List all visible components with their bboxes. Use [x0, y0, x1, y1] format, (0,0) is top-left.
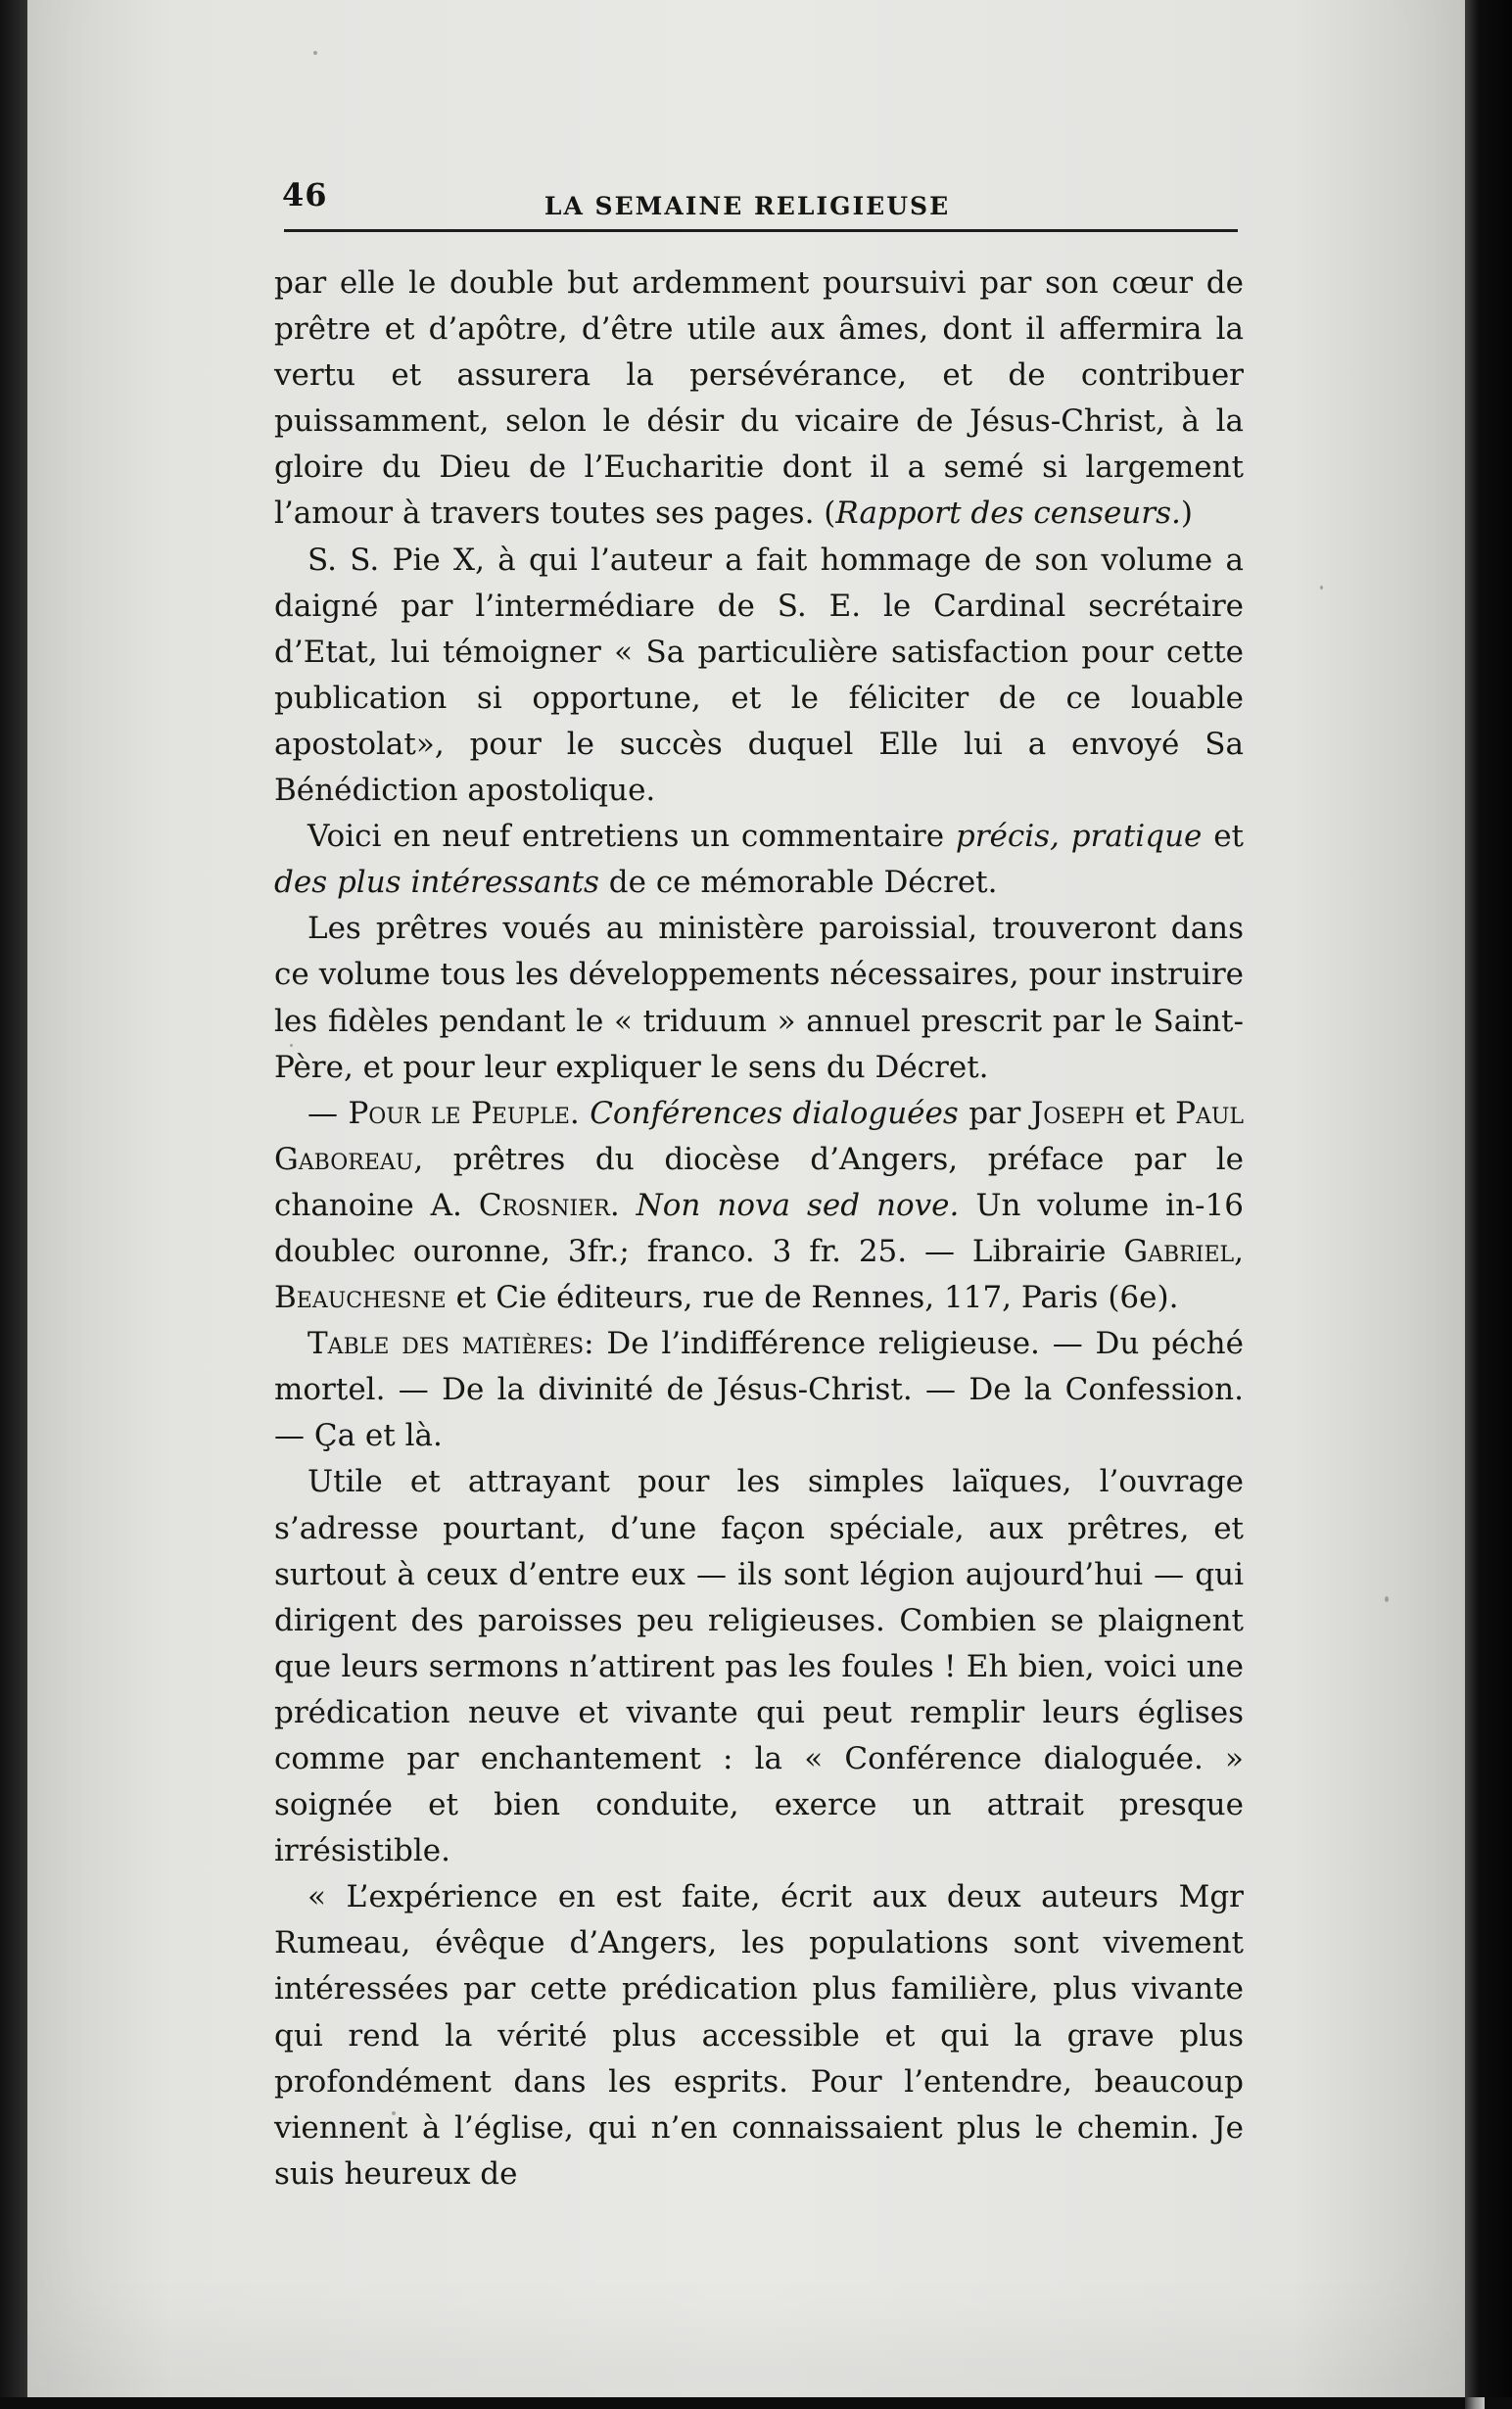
- paragraph-7: Utile et attrayant pour les simples laïques, l’ouvrage s’adresse pourtant, d’une façon spéciale, aux prêtres, et surtout à ceux d’entre eux — ils sont légion aujourd’hui — qui dirigent des paroisses peu religieuses. Combien se plaignent que leurs sermons n’attirent pas les foules ! Eh bien, voici une prédication neuve et vivante qui peut remplir leurs églises comme par enchantement : la « Conférence dialoguée. » soignée et bien conduite, exerce un attrait presque irrésistible.: [274, 1464, 1244, 1869]
- running-title: LA SEMAINE RELIGIEUSE: [543, 192, 951, 220]
- dust-speck: [1320, 586, 1323, 590]
- paragraph-1: par elle le double but ardemment poursuivi par son cœur de prêtre et d’apôtre, d’être utile aux âmes, dont il affermira la vertu et assurera la persévérance, et de contribuer puissamment, selon le désir du vicaire de Jésus-Christ, à la gloire du Dieu de l’Eucharitie dont il a semé si largement l’amour à travers toutes ses pages. (Rapport des censeurs.): [274, 265, 1244, 532]
- body-text: [274, 260, 1244, 2197]
- paragraph-8: « L’expérience en est faite, écrit aux deux auteurs Mgr Rumeau, évêque d’Angers, les populations sont vivement intéressées par cette prédication plus familière, plus vivante qui rend la vérité plus accessible et qui la grave plus profondément dans les esprits. Pour l’entendre, beaucoup viennent à l’église, qui n’en connaissaient plus le chemin. Je suis heureux de: [274, 1879, 1244, 2192]
- dust-speck: [313, 51, 317, 55]
- paragraph-3: Voici en neuf entretiens un commentaire précis, pratique et des plus intéressants de ce mémorable Décret.: [274, 819, 1244, 901]
- paragraph-2: S. S. Pie X, à qui l’auteur a fait hommage de son volume a daigné par l’intermédiare de S. E. le Cardinal secrétaire d’Etat, lui témoigner « Sa particulière satisfaction pour cette publication si opportune, et le féliciter de ce louable apostolat», pour le succès duquel Elle lui a envoyé Sa Bénédiction apostolique.: [274, 542, 1244, 809]
- author-name: Paul Gaboreau: [274, 1095, 1244, 1177]
- scan-border-right: [1465, 0, 1512, 2397]
- motto: Non nova sed nove.: [636, 1187, 960, 1223]
- contents-label: Table des matières: [307, 1326, 585, 1362]
- paragraph-book-notice: — Pour le Peuple. Conférences dialoguées par Joseph et Paul Gaboreau, prêtres du diocèse d’Angers, préface par le chanoine A. Crosnier. Non nova sed nove. Un volume in-16 doublec ouronne, 3fr.; franco. 3 fr. 25. — Librairie Gabriel, Beauchesne et Cie éditeurs, rue de Rennes, 117, Paris (6e).: [274, 1095, 1244, 1316]
- paragraph-contents: Table des matières: De l’indifférence religieuse. — Du péché mortel. — De la divinité de Jésus-Christ. — De la Confession. — Ça et là.: [274, 1326, 1244, 1454]
- book-page: [27, 0, 1465, 2397]
- paragraph-4: Les prêtres voués au ministère paroissial, trouveront dans ce volume tous les développements nécessaires, pour instruire les fidèles pendant le « triduum » annuel prescrit par le Saint-Père, et pour leur expliquer le sens du Décret.: [274, 911, 1244, 1085]
- citation: Rapport des censeurs.: [835, 496, 1181, 532]
- page-number: 46: [282, 176, 328, 213]
- header-rule: [284, 229, 1238, 232]
- preface-author: Crosnier: [478, 1187, 610, 1223]
- author-name: Joseph: [1030, 1095, 1125, 1131]
- book-title: Conférences dialoguées: [590, 1095, 959, 1131]
- book-series-title: Pour le Peuple.: [348, 1095, 580, 1131]
- page-header: [243, 168, 1252, 227]
- publisher-name: Gabriel, Beauchesne: [274, 1233, 1244, 1316]
- dust-speck: [1385, 1596, 1389, 1602]
